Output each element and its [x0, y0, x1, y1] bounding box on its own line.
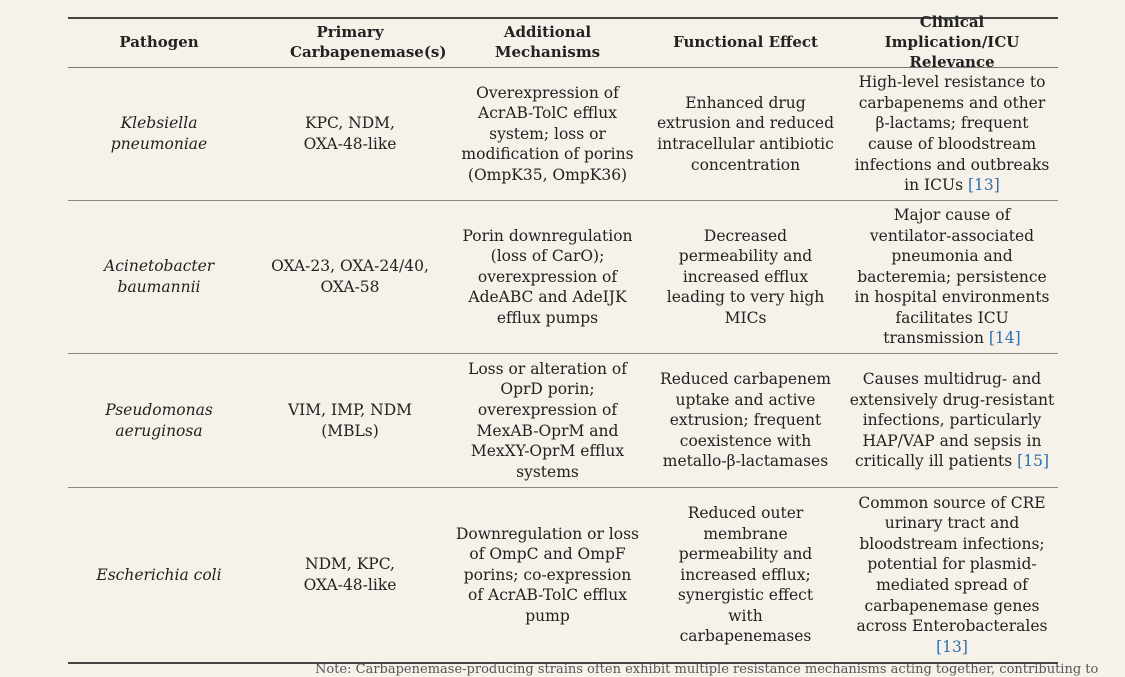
- cell-carbapenemase: OXA-23, OXA-24/40, OXA-58: [271, 257, 429, 296]
- cell-pathogen: Klebsiella pneumoniae: [110, 114, 208, 153]
- cell-effect: Enhanced drug extrusion and reduced intracellular antibiotic concentration: [656, 93, 835, 174]
- cell-mechanisms: Loss or alteration of OprD porin; overexpression of MexAB-OprM and MexXY-OprM efflux systems: [468, 359, 627, 481]
- header-carbapenemase: Primary Carbapenemase(s): [290, 23, 447, 61]
- cell-pathogen: Pseudomonas aeruginosa: [105, 400, 213, 440]
- cell-effect: Reduced outer membrane permeability and increased efflux; synergistic effect with carbapenemases: [677, 503, 814, 646]
- header-pathogen: Pathogen: [119, 33, 199, 51]
- cell-mechanisms: Overexpression of AcrAB-TolC efflux system; loss or modification of porins (OmpK35, OmpK36): [461, 83, 634, 184]
- citation-link[interactable]: [13]: [936, 637, 968, 656]
- cell-pathogen: Escherichia coli: [96, 565, 222, 584]
- header-clinical: Clinical Implication/ICU Relevance: [884, 13, 1020, 71]
- citation-link[interactable]: [14]: [988, 329, 1021, 348]
- cell-carbapenemase: KPC, NDM, OXA-48-like: [303, 114, 397, 153]
- cell-carbapenemase: VIM, IMP, NDM (MBLs): [287, 400, 413, 440]
- cell-effect: Decreased permeability and increased efflux leading to very high MICs: [666, 226, 825, 327]
- header-effect: Functional Effect: [673, 33, 818, 51]
- table-footnote: Note: Carbapenemase-producing strains often exhibit multiple resistance mechanisms acting together, contributing to: [315, 662, 1099, 677]
- header-mechanisms: Additional Mechanisms: [494, 23, 601, 61]
- cell-pathogen: Acinetobacter baumannii: [104, 257, 215, 296]
- citation-link[interactable]: [15]: [1017, 452, 1049, 471]
- cell-effect: Reduced carbapenem uptake and active extrusion; frequent coexistence with metallo-β-lactamases: [660, 370, 831, 471]
- cell-clinical: Causes multidrug- and extensively drug-resistant infections, particularly HAP/VAP and sepsis in critically ill patients [15]: [849, 370, 1055, 471]
- cell-mechanisms: Downregulation or loss of OmpC and OmpF porins; co-expression of AcrAB-TolC efflux pump: [456, 524, 639, 625]
- cell-clinical: High-level resistance to carbapenems and other β-lactams; frequent cause of bloodstream infections and outbreaks in ICUs [13]: [854, 73, 1050, 195]
- citation-link[interactable]: [13]: [967, 176, 1000, 195]
- cell-clinical: Major cause of ventilator-associated pneumonia and bacteremia; persistence in hospital environments facilitates ICU transmission [14]: [854, 205, 1050, 348]
- cell-carbapenemase: NDM, KPC, OXA-48-like: [303, 555, 397, 594]
- cell-mechanisms: Porin downregulation (loss of CarO); overexpression of AdeABC and AdeIJK efflux pumps: [462, 226, 633, 327]
- cell-clinical: Common source of CRE urinary tract and bloodstream infections; potential for plasmid-mediated spread of carbapenemase genes across Enterobacterales [13]: [856, 493, 1048, 656]
